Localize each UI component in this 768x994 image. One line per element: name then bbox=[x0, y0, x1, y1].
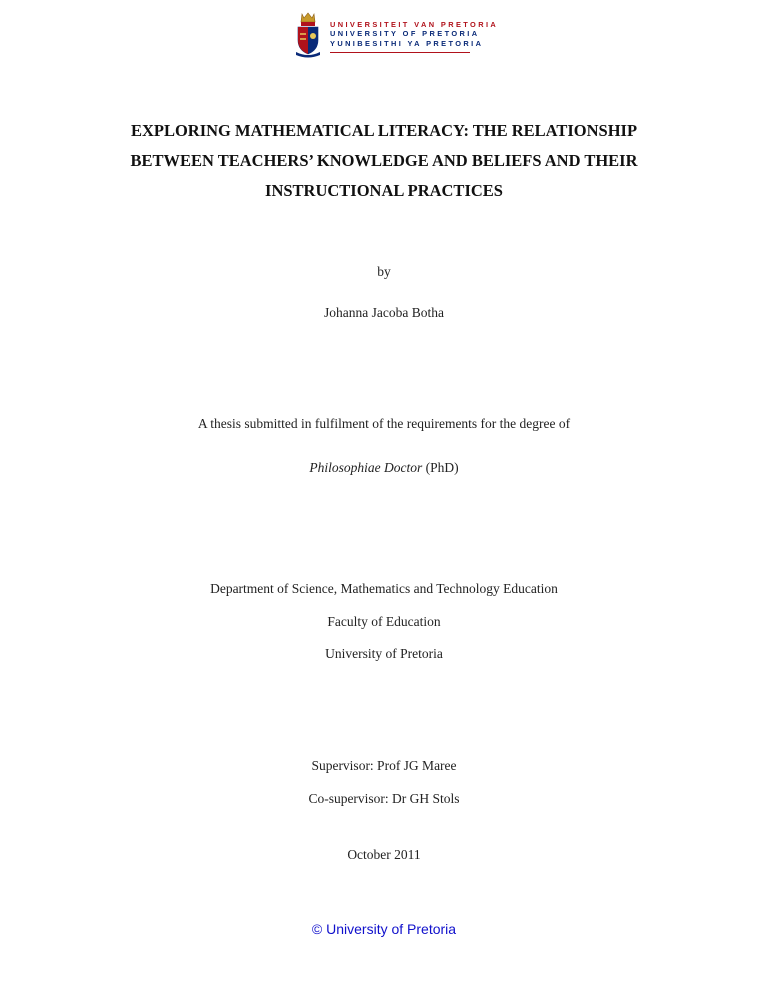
logo-line-sepedi: YUNIBESITHI YA PRETORIA bbox=[330, 38, 484, 48]
submission-statement: A thesis submitted in fulfilment of the requirements for the degree of bbox=[197, 416, 571, 431]
university-name: University of Pretoria bbox=[325, 646, 443, 661]
by-label: by bbox=[377, 264, 391, 279]
author-name: Johanna Jacoba Botha bbox=[324, 305, 444, 320]
department: Department of Science, Mathematics and Technology Education bbox=[210, 581, 558, 596]
logo-underline bbox=[330, 52, 470, 53]
co-supervisor: Co-supervisor: Dr GH Stols bbox=[308, 791, 460, 806]
supervisor: Supervisor: Prof JG Maree bbox=[311, 758, 457, 773]
title-line-3: INSTRUCTIONAL PRACTICES bbox=[265, 181, 503, 200]
university-crest-icon bbox=[294, 12, 322, 58]
university-logo bbox=[294, 12, 499, 58]
title-line-1: EXPLORING MATHEMATICAL LITERACY: THE RELATIONSHIP bbox=[130, 121, 638, 140]
degree-abbreviation: (PhD) bbox=[422, 460, 459, 475]
thesis-title bbox=[0, 116, 768, 206]
faculty: Faculty of Education bbox=[327, 614, 441, 629]
degree-latin: Philosophiae Doctor bbox=[309, 460, 423, 475]
submission-date: October 2011 bbox=[347, 847, 421, 862]
university-name-lines bbox=[330, 20, 498, 48]
copyright-notice: © University of Pretoria bbox=[311, 921, 457, 937]
logo-line-english: UNIVERSITY OF PRETORIA bbox=[330, 29, 480, 39]
logo-line-afrikaans: UNIVERSITEIT VAN PRETORIA bbox=[330, 20, 499, 29]
title-line-2: BETWEEN TEACHERS’ KNOWLEDGE AND BELIEFS AND THEIR bbox=[130, 151, 638, 170]
degree-name bbox=[0, 460, 768, 476]
